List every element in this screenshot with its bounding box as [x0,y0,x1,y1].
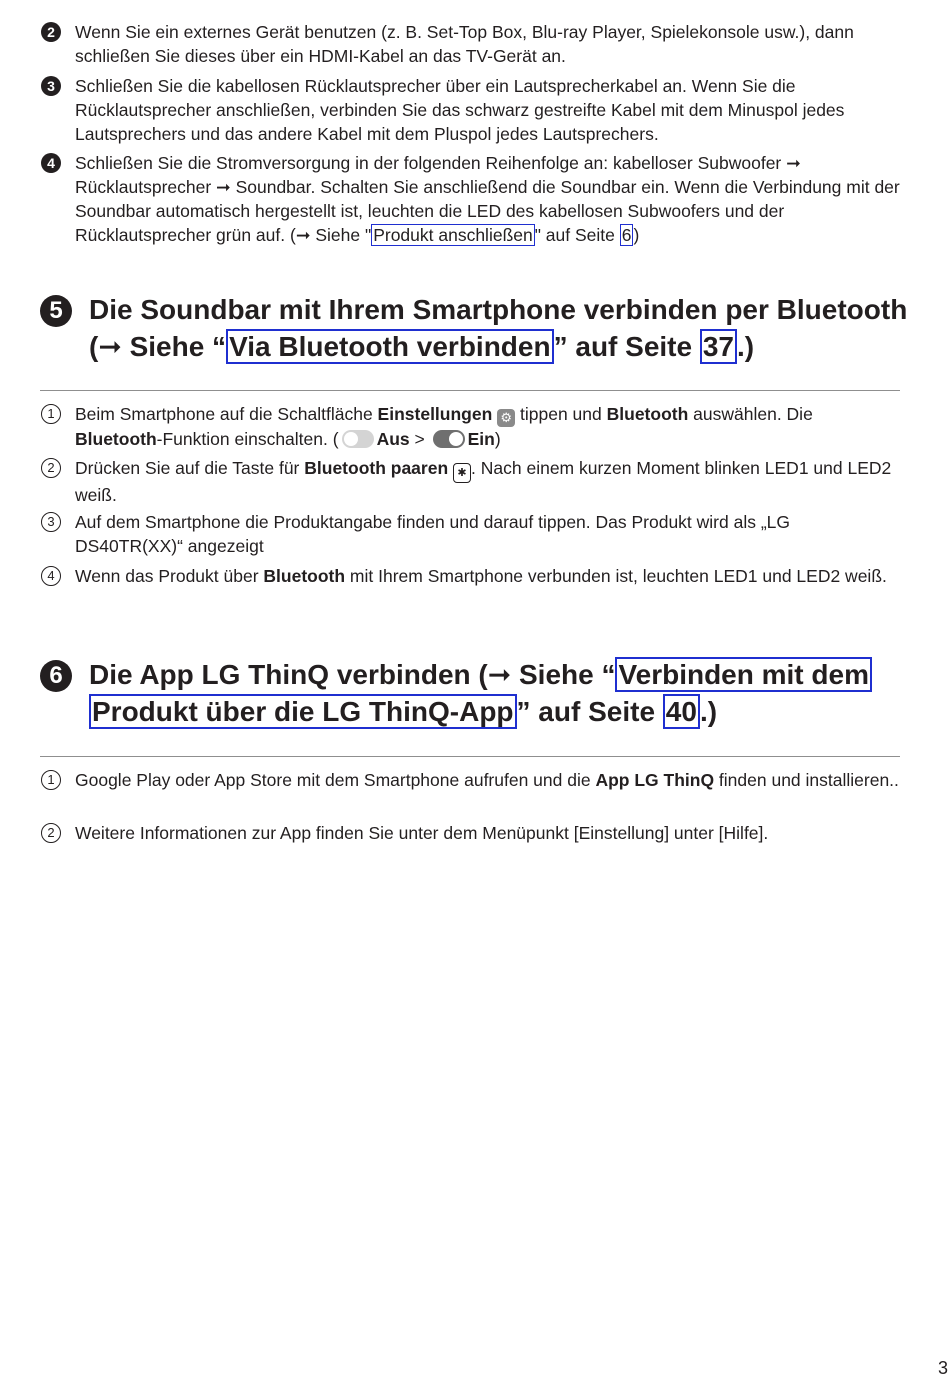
step-text: Schließen Sie die kabellosen Rücklautsprecher über ein Lautsprecherkabel an. Wenn Sie die Rücklautsprecher anschließen, verbinden Sie das schwarz gestreifte Kabel mit dem Minuspol jedes Lautsprechers und das andere Kabel mit dem Pluspol jedes Lautsprechers. [75,76,845,144]
arrow-right-icon: ➞ [295,225,311,245]
step-number-badge: 1 [41,770,61,790]
link-page-40[interactable]: 40 [663,694,700,729]
step-number-badge: 2 [41,22,61,42]
section-6-badge: 6 [40,660,72,692]
divider [40,756,900,757]
step-text: Wenn das Produkt über Bluetooth mit Ihrem Smartphone verbunden ist, leuchten LED1 und LED2 weiß. [75,566,887,586]
page-number: 3 [937,1358,948,1378]
step-number-badge: 3 [41,512,61,532]
link-page-37[interactable]: 37 [700,329,737,364]
section-5-badge: 5 [40,295,72,327]
step-text: Auf dem Smartphone die Produktangabe finden und darauf tippen. Das Produkt wird als „LG DS40TR(XX)“ angezeigt [75,512,791,556]
step-number-badge: 1 [41,404,61,424]
bt-step-4 [40,564,900,588]
bt-step-1 [40,402,900,451]
link-verbinden-mit-dem-produkt[interactable]: Verbinden mit dem [615,657,872,692]
toggle-on-icon [433,430,465,448]
link-page-6[interactable]: 6 [621,225,632,245]
step-number-badge: 2 [41,823,61,843]
bluetooth-icon: ✱ [453,463,471,483]
step-text: Drücken Sie auf die Taste für Bluetooth paaren ✱ . Nach einem kurzen Moment blinken LED1 und LED2 weiß. [75,458,892,505]
step-number-badge: 3 [41,76,61,96]
step-text: Beim Smartphone auf die Schaltfläche Einstellungen ⚙ tippen und Bluetooth auswählen. Die Bluetooth-Funktion einschalten. ( Aus > Ein) [75,404,813,449]
step-number-badge: 4 [41,566,61,586]
link-produkt-anschliessen[interactable]: Produkt anschließen [373,225,533,245]
step-number-badge: 2 [41,458,61,478]
step-text: Google Play oder App Store mit dem Smartphone aufrufen und die App LG ThinQ finden und installieren.. [75,770,899,790]
section-6-title: Die App LG ThinQ verbinden ( [89,659,488,690]
arrow-right-icon: ➞ [786,153,801,173]
section-5-title: Die Soundbar mit Ihrem Smartphone verbinden per Bluetooth [89,294,908,325]
link-via-bluetooth-verbinden[interactable]: Via Bluetooth verbinden [226,329,554,364]
bt-step-2 [40,456,900,507]
step-text: Weitere Informationen zur App finden Sie unter dem Menüpunkt [Einstellung] unter [Hilfe]. [75,823,769,843]
step-text: Schließen Sie die Stromversorgung in der folgenden Reihenfolge an: kabelloser Subwoofer ➞ Rücklautsprecher ➞ Soundbar. Schalten Sie anschließend die Soundbar ein. Wenn die Verbindung mit der Soundbar automatisch hergestellt ist, leuchten die LED des kabellosen Subwoofers und der Rücklautsprecher grün auf. (➞ Siehe " Produkt anschließen " auf Seite 6 ) [75,153,900,245]
step-number-badge: 4 [41,153,61,173]
arrow-right-icon: ➞ [216,177,231,197]
bt-step-3 [40,510,900,558]
section-6-heading: Die App LG ThinQ verbinden (➞ Siehe “ Verbinden mit dem Produkt über die LG ThinQ-App ” auf Seite 40 .) [89,656,909,730]
divider [40,390,900,391]
toggle-off-icon [342,430,374,448]
gear-icon: ⚙ [497,409,515,427]
step-3 [40,74,900,146]
step-text: Wenn Sie ein externes Gerät benutzen (z. B. Set-Top Box, Blu-ray Player, Spielekonsole usw.), dann schließen Sie dieses über ein HDMI-Kabel an das TV-Gerät an. [75,22,854,66]
app-step-2 [40,821,900,845]
arrow-right-icon: ➞ [487,659,512,690]
app-step-1 [40,768,900,792]
step-2 [40,20,900,68]
arrow-right-icon: ➞ [98,331,122,362]
step-4 [40,151,900,247]
link-verbinden-mit-dem-produkt-cont[interactable]: Produkt über die LG ThinQ-App [89,694,517,729]
section-5-heading: Die Soundbar mit Ihrem Smartphone verbinden per Bluetooth (➞ Siehe “ Via Bluetooth verbinden ” auf Seite 37 .) [89,294,908,362]
